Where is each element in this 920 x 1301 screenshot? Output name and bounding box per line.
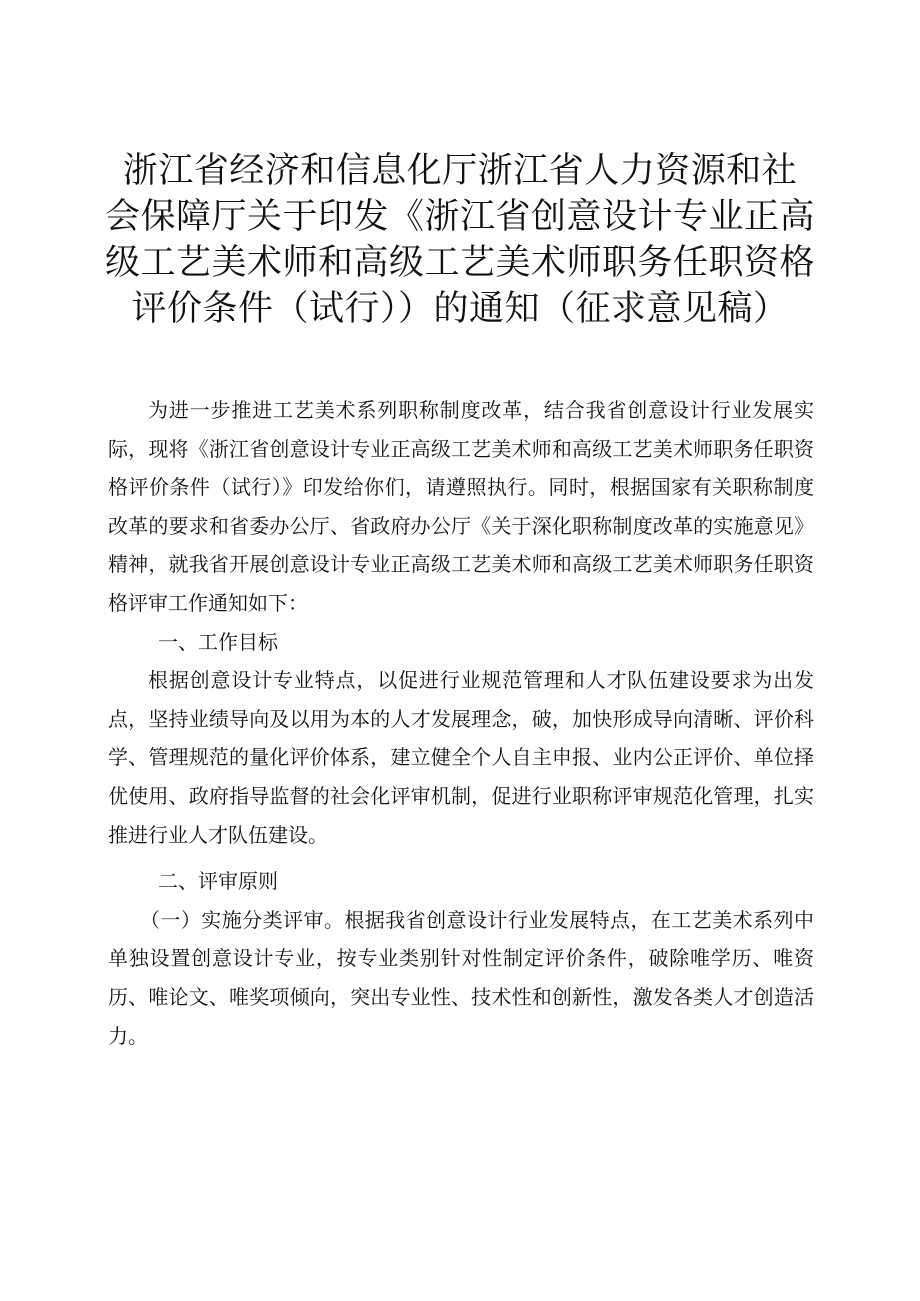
principle-item-1: （一）实施分类评审。根据我省创意设计行业发展特点，在工艺美术系列中单独设置创意设计专业，按专业类别针对性制定评价条件，破除唯学历、唯资历、唯论文、唯奖项倾向，突出专业性、技术性和创新性，激发各类人才创造活力。 [108, 907, 814, 1048]
document-title [100, 148, 820, 332]
paragraph-spacer [108, 854, 814, 862]
intro-paragraph: 为进一步推进工艺美术系列职称制度改革，结合我省创意设计行业发展实际，现将《浙江省创意设计专业正高级工艺美术师和高级工艺美术师职务任职资格评价条件（试行）》印发给你们，请遵照执行。同时，根据国家有关职称制度改革的要求和省委办公厅、省政府办公厅《关于深化职称制度改革的实施意见》精神，就我省开展创意设计专业正高级工艺美术师和高级工艺美术师职务任职资格评审工作通知如下： [108, 398, 814, 615]
document-body [108, 391, 814, 1055]
section-heading-principles: 二、评审原则 [158, 869, 278, 894]
title-line: 浙江省经济和信息化厅浙江省人力资源和社 [122, 151, 798, 191]
title-line: 会保障厅关于印发《浙江省创意设计专业正高 [104, 197, 815, 237]
section-heading-goals: 一、工作目标 [158, 629, 278, 654]
title-line: 级工艺美术师和高级工艺美术师职务任职资格 [104, 243, 815, 283]
title-line: 评价条件（试行））的通知（征求意见稿） [131, 289, 789, 329]
goals-paragraph: 根据创意设计专业特点，以促进行业规范管理和人才队伍建设要求为出发点，坚持业绩导向及以用为本的人才发展理念，破，加快形成导向清晰、评价科学、管理规范的量化评价体系，建立健全个人自主申报、业内公正评价、单位择优使用、政府指导监督的社会化评审机制，促进行业职称评审规范化管理，扎实推进行业人才队伍建设。 [108, 668, 814, 847]
